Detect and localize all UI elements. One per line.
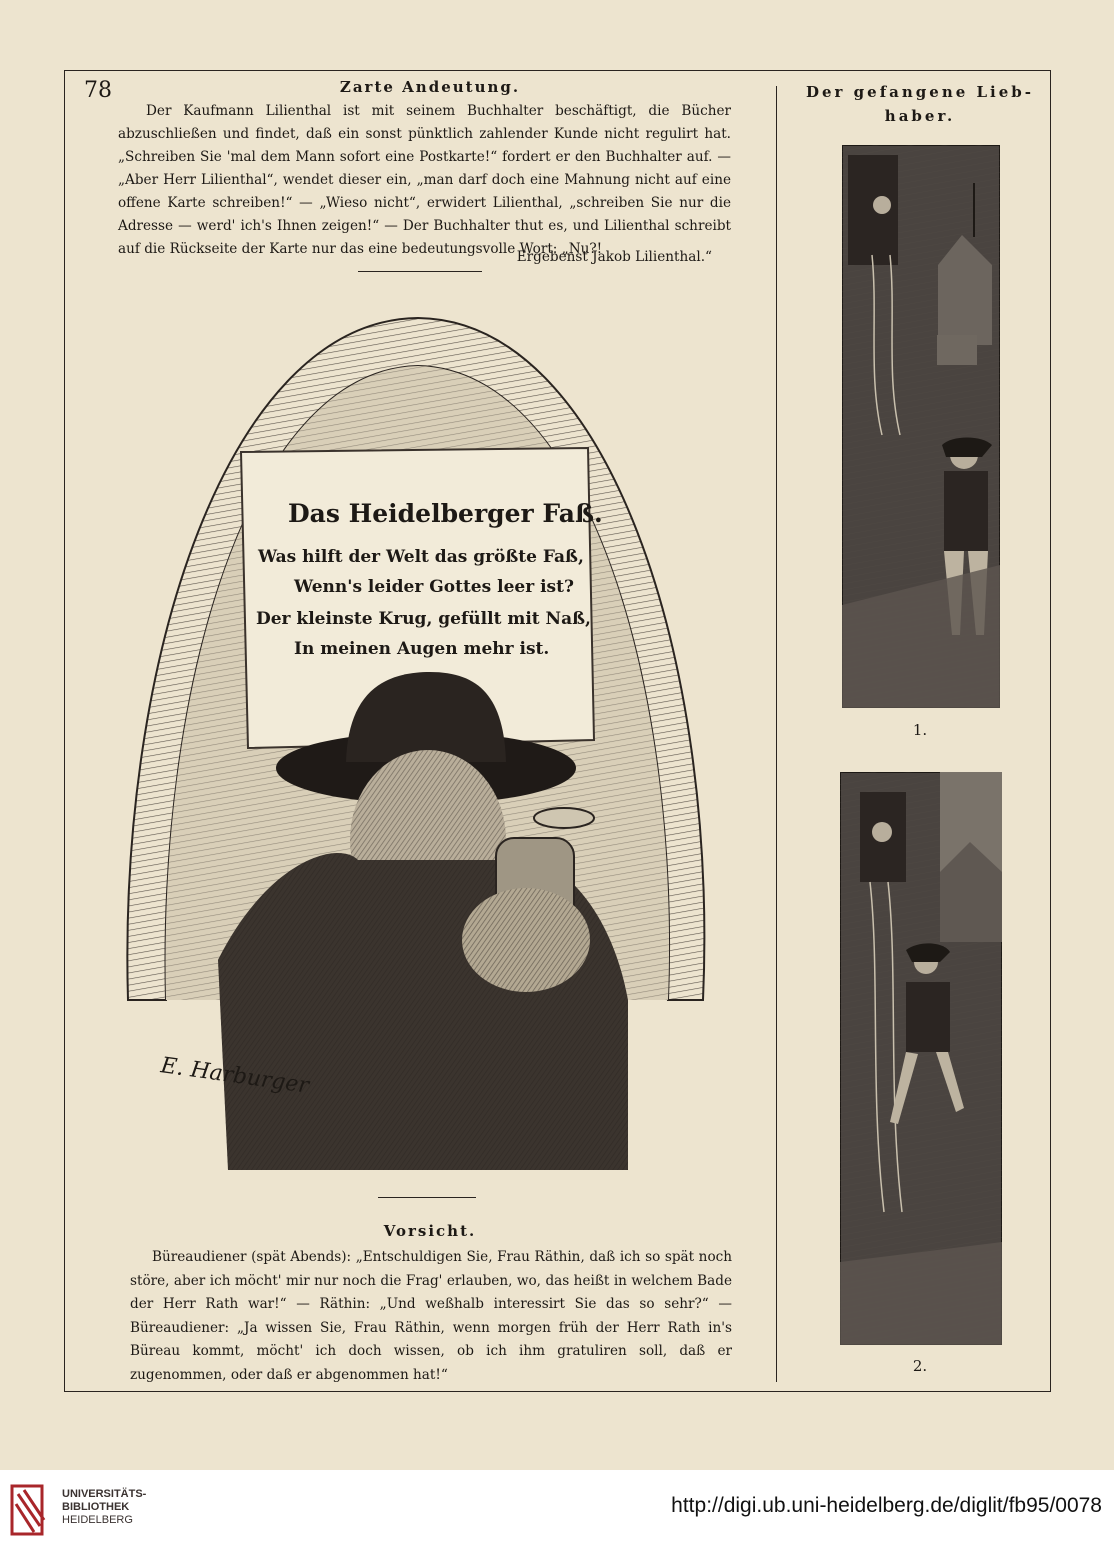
digital-library-link[interactable]: http://digi.ub.uni-heidelberg.de/diglit/fb95/0078 xyxy=(671,1494,1102,1517)
sign-line-1: Das Heidelberger Faß. xyxy=(288,499,603,528)
library-name-line-3: HEIDELBERG xyxy=(62,1514,133,1526)
comic-title-line-2: haber. xyxy=(884,107,956,125)
article-heading-vorsicht: Vorsicht. xyxy=(383,1222,477,1240)
sign-line-3: Wenn's leider Gottes leer ist? xyxy=(294,577,574,597)
sign-line-4: Der kleinste Krug, gefüllt mit Naß, xyxy=(256,609,591,629)
comic-panel-2 xyxy=(840,772,1002,1345)
library-name xyxy=(62,1488,146,1527)
library-name-line-2: BIBLIOTHEK xyxy=(62,1501,130,1513)
sign-line-2: Was hilft der Welt das größte Faß, xyxy=(258,547,584,567)
comic-caption-2: 2. xyxy=(912,1357,928,1375)
comic-title-line-1: Der gefangene Lieb- xyxy=(806,83,1034,101)
artist-signature: E. Harburger xyxy=(159,1053,311,1099)
heidelberg-barrel-illustration xyxy=(108,300,728,1180)
separator-rule xyxy=(358,271,482,272)
comic-panel-1 xyxy=(842,145,1000,708)
library-name-line-1: UNIVERSITÄTS- xyxy=(62,1488,147,1500)
comic-title xyxy=(800,80,1040,128)
column-divider xyxy=(776,86,777,1382)
article-heading-zarte-andeutung: Zarte Andeutung. xyxy=(339,78,521,96)
page-number: 78 xyxy=(84,78,112,103)
comic-caption-1: 1. xyxy=(912,721,928,739)
article-signature: Ergebenst Jakob Lilienthal.“ xyxy=(516,249,712,265)
university-library-logo xyxy=(10,1480,50,1538)
article-body-vorsicht: Büreaudiener (spät Abends): „Entschuldigen Sie, Frau Räthin, daß ich so spät noch störe, aber ich möcht' mir nur noch die Frag' erlauben, wo, das heißt in welchem Bade der Herr Rath war!“ — Räthin: „Und weßhalb interessirt Sie das so sehr?“ — Büreaudiener: „Ja wissen Sie, Frau Räthin, wenn morgen früh der Herr Rath in's Büreau kommt, möcht' ich doch wissen, ob ich ihm gratuliren soll, daß er zugenommen, oder daß er abgenommen hat!“ xyxy=(130,1249,732,1383)
article-body-zarte-andeutung: Der Kaufmann Lilienthal ist mit seinem Buchhalter beschäftigt, die Bücher abzuschließen und findet, daß ein sonst pünktlich zahlender Kunde nicht regulirt hat. „Schreiben Sie 'mal dem Mann sofort eine Postkarte!“ fordert er den Buchhalter auf. — „Aber Herr Lilienthal“, wendet dieser ein, „man darf doch eine Mahnung nicht auf eine offene Karte schreiben!“ — „Wieso nicht“, erwidert Lilienthal, „schreiben Sie nur die Adresse — werd' ich's Ihnen zeigen!“ — Der Buchhalter thut es, und Lilienthal schreibt auf die Rückseite der Karte nur das eine bedeutungsvolle Wort: „Nu?! xyxy=(118,103,731,257)
separator-rule-2 xyxy=(378,1197,476,1198)
sign-line-5: In meinen Augen mehr ist. xyxy=(294,639,550,659)
